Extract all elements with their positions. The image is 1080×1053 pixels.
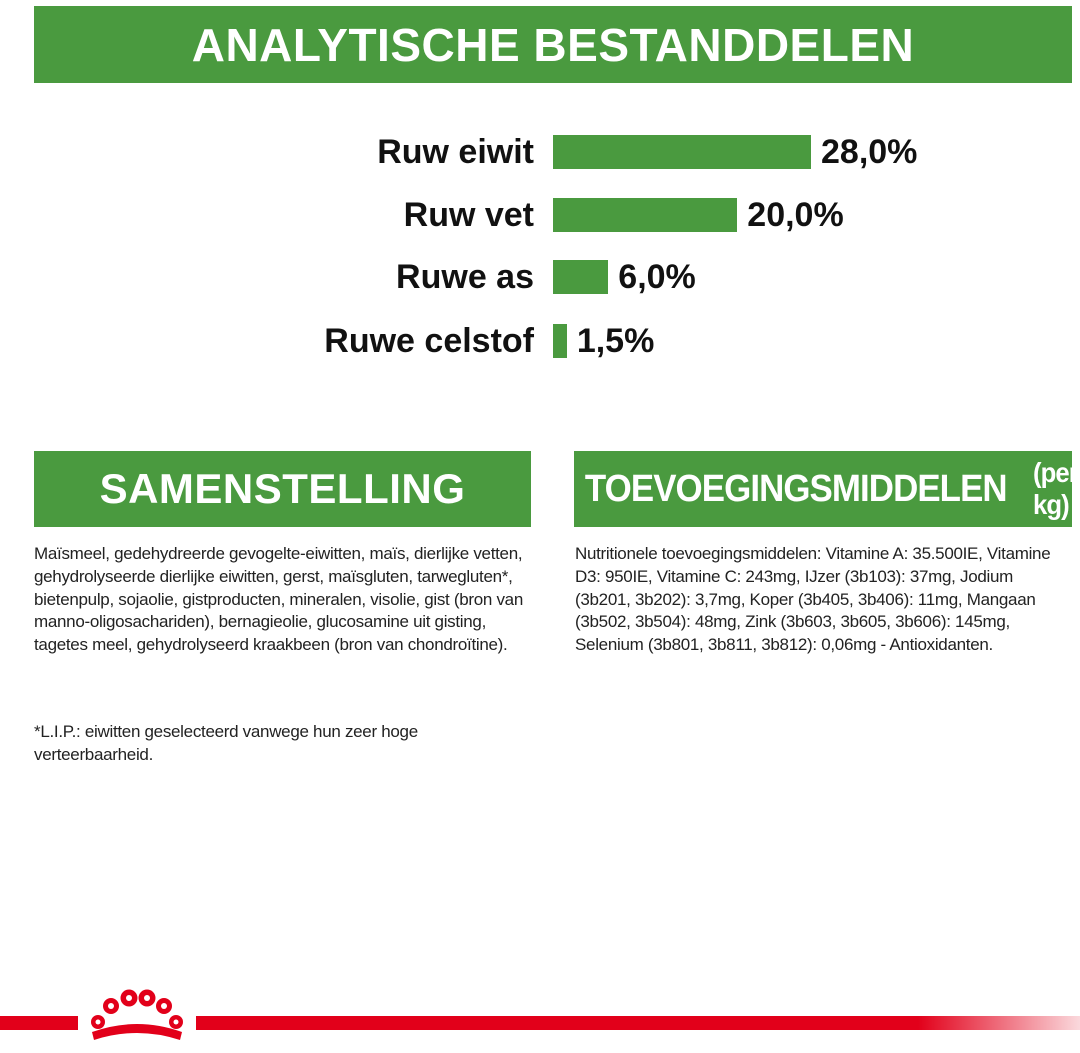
- additives-banner: [574, 451, 1079, 527]
- chart-category-label: Ruwe as: [396, 258, 534, 296]
- chart-row: [0, 313, 1080, 369]
- analytical-constituents-banner: [34, 6, 1072, 83]
- chart-bar: [553, 198, 737, 232]
- chart-row: [0, 249, 1080, 305]
- chart-value-label: 28,0%: [821, 133, 918, 171]
- composition-text: Maïsmeel, gedehydreerde gevogelte-eiwitten, maïs, dierlijke vetten, gehydrolyseerde dierlijke eiwitten, gerst, maïsgluten, tarwegluten*, bietenpulp, sojaolie, gistproducten, mineralen, visolie, gist (bron van manno-oligosachariden), bernagieolie, glucosamine uit gisting, tagetes meel, gehydrolyseerd kraakbeen (bron van chondroïtine).: [34, 544, 523, 655]
- chart-value-label: 6,0%: [618, 258, 696, 296]
- chart-value-label: 1,5%: [576, 322, 655, 360]
- chart-value-label: 20,0%: [747, 196, 844, 234]
- chart-bar: [553, 135, 811, 169]
- chart-category-label: Ruwe celstof: [324, 322, 534, 360]
- chart-category-label: Ruw vet: [403, 196, 534, 234]
- additives-title-suffix: (per kg): [1033, 457, 1079, 520]
- chart-bar: [553, 324, 567, 358]
- chart-bar: [553, 260, 608, 294]
- composition-banner: [34, 451, 531, 527]
- royal-canin-crown-icon: [78, 988, 196, 1046]
- chart-row: [0, 124, 1080, 180]
- additives-title: TOEVOEGINGSMIDDELEN: [584, 467, 1007, 510]
- analytical-constituents-chart: [0, 110, 1080, 390]
- composition-footnote: *L.I.P.: eiwitten geselecteerd vanwege hun zeer hoge verteerbaarheid.: [34, 722, 418, 764]
- composition-title: SAMENSTELLING: [99, 465, 466, 512]
- additives-text: Nutritionele toevoegingsmiddelen: Vitamine A: 35.500IE, Vitamine D3: 950IE, Vitamine C: 243mg, IJzer (3b103): 37mg, Jodium (3b201, 3b202): 3,7mg, Koper (3b405, 3b406): 11mg, Mangaan (3b502, 3b504): 48mg, Zink (3b603, 3b605, 3b606): 145mg, Selenium (3b801, 3b811, 3b812): 0,06mg - Antioxidanten.: [575, 544, 1051, 655]
- chart-category-label: Ruw eiwit: [377, 133, 534, 171]
- analytical-constituents-title: ANALYTISCHE BESTANDDELEN: [191, 18, 915, 71]
- chart-row: [0, 187, 1080, 243]
